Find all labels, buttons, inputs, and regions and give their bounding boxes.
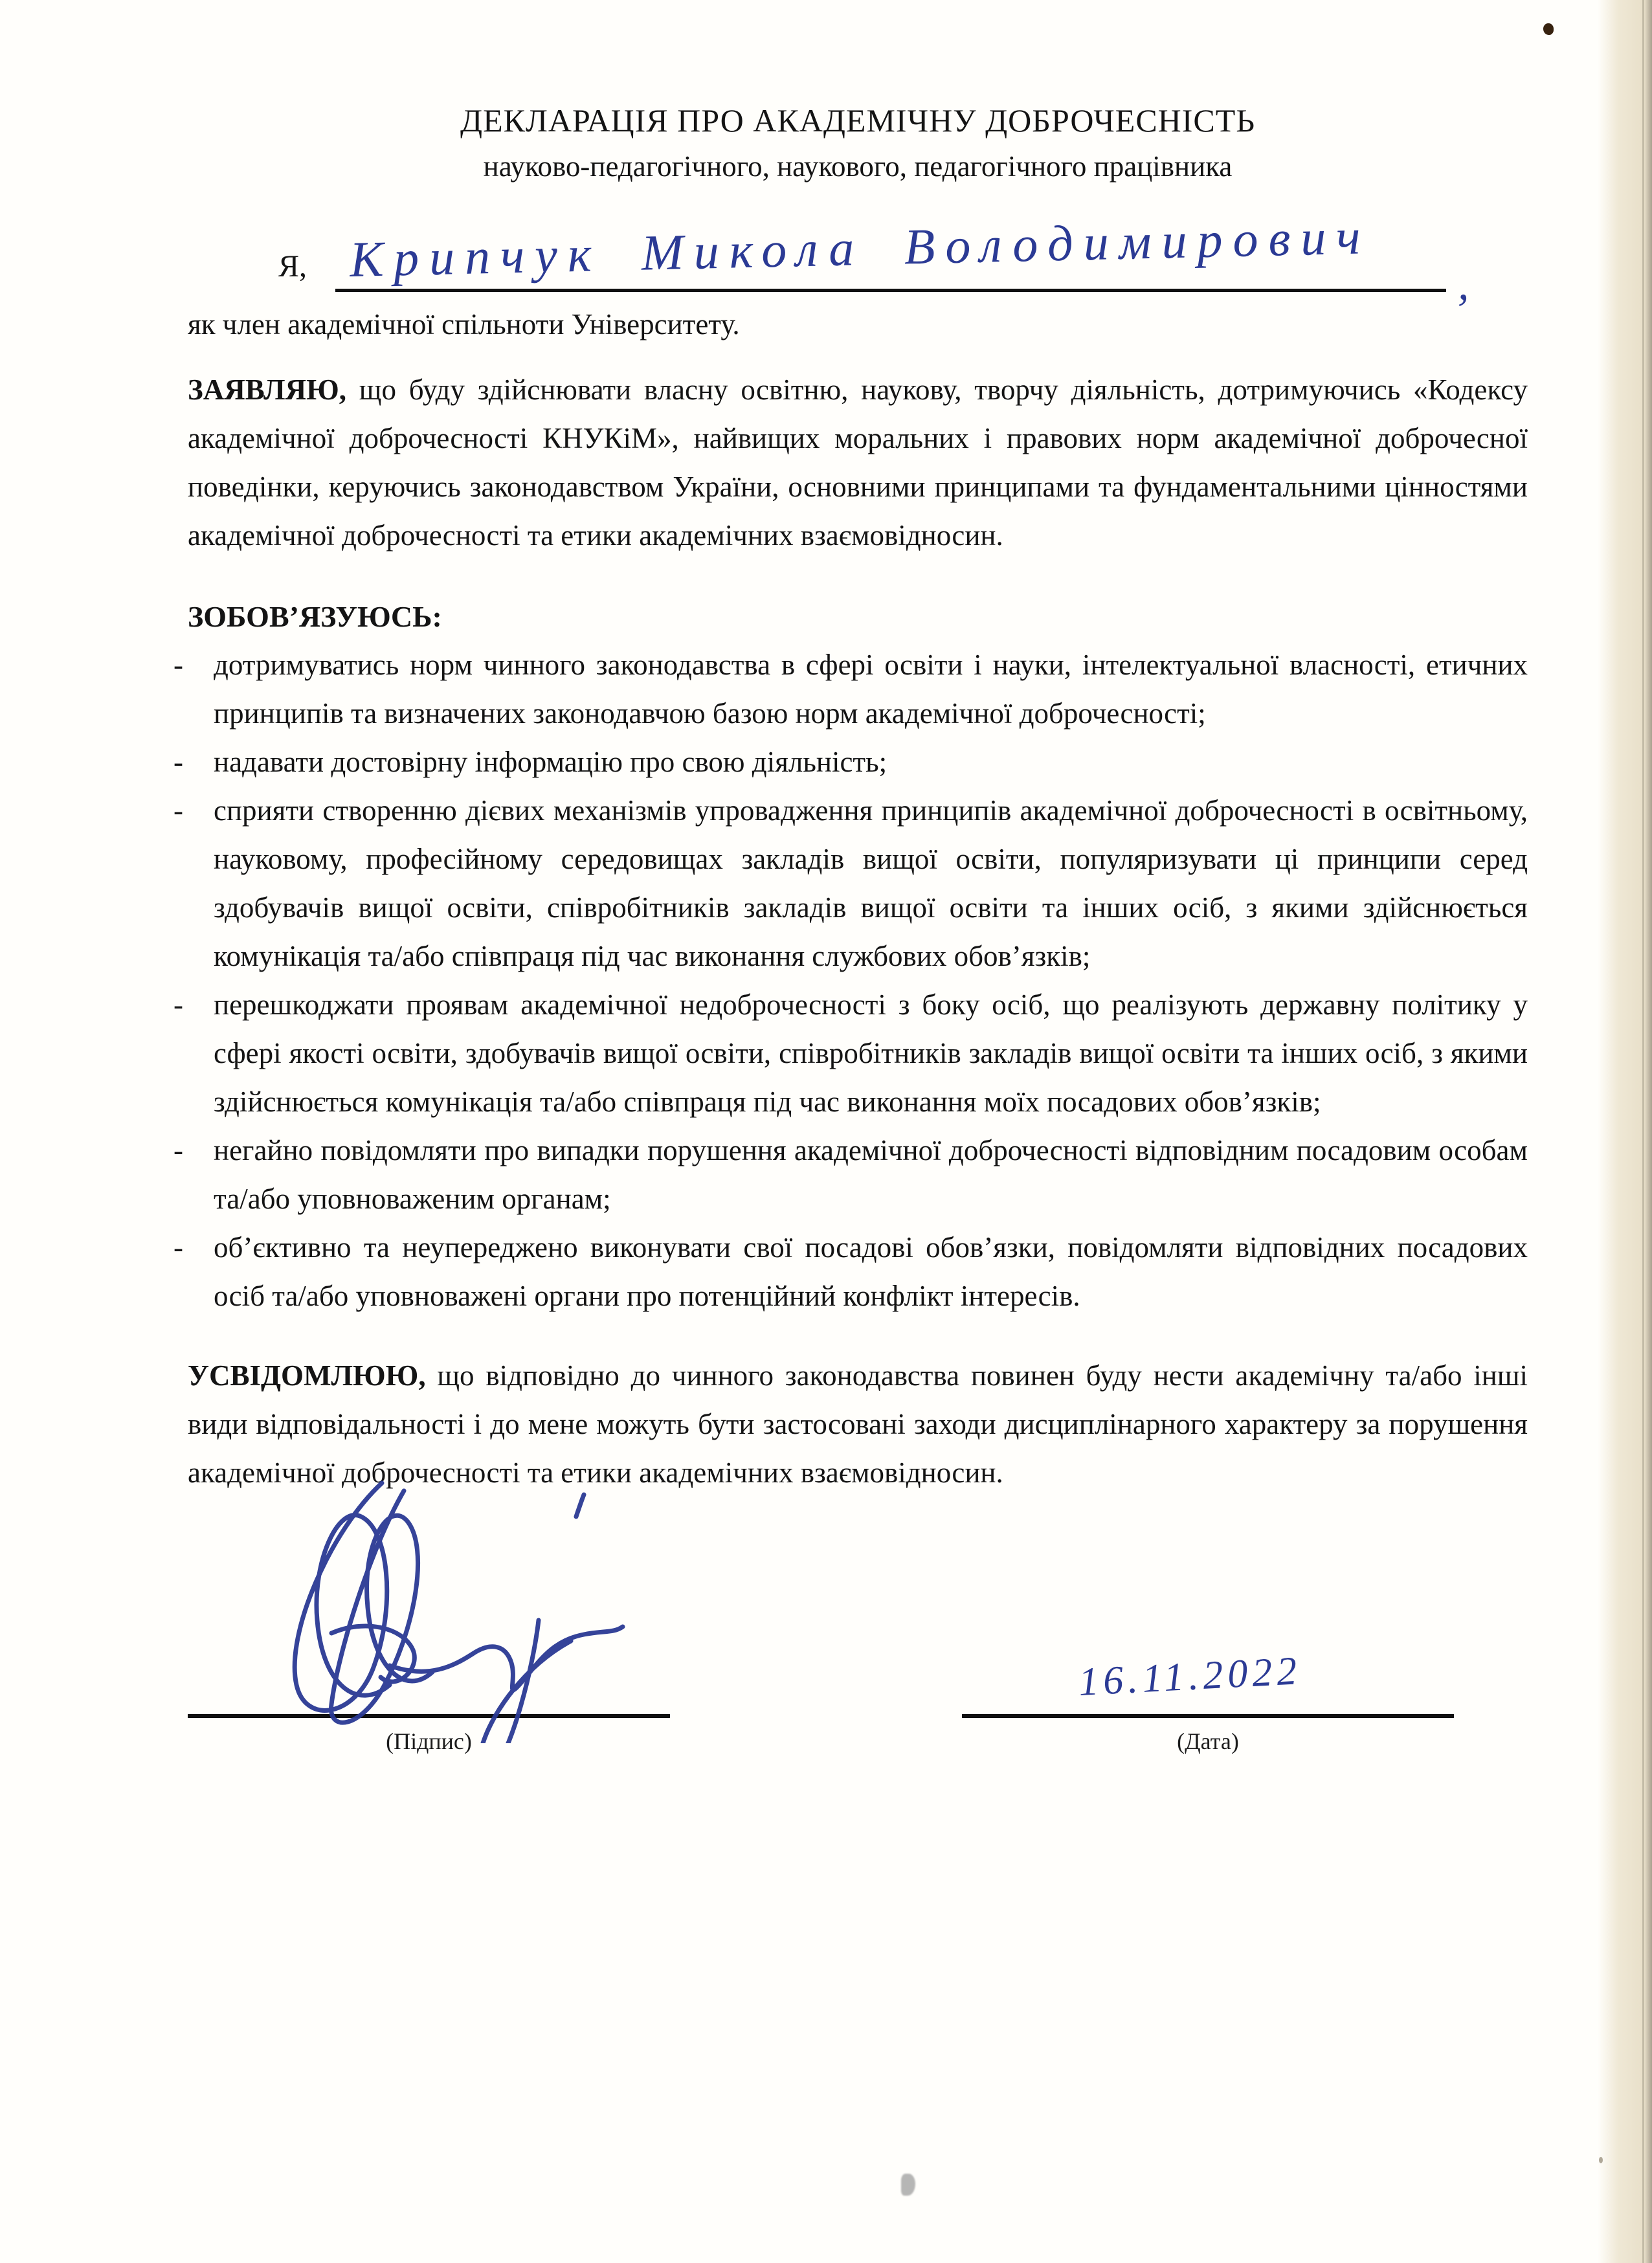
handwritten-comma: , [1458,260,1469,309]
scan-smudge [901,2174,915,2196]
signature-underline [188,1714,670,1718]
scan-speck [1543,23,1554,35]
pronoun-label: Я, [278,249,307,284]
list-item: - сприяти створенню дієвих механізмів упровадження принципів академічної доброчесності в освітньому, науковому, професійному середовищах закладів вищої освіти, популяризувати ці принципи серед здобувачів вищої освіти, співробітників закладів вищої освіти та інших осіб, з якими здійснюється комунікація та/або співпраця під час виконання службових обов’язків; [173,786,1528,981]
declare-lead: ЗАЯВЛЯЮ, [188,373,346,406]
handwritten-signature [234,1471,687,1743]
acknowledge-text: що відповідно до чинного законодавства повинен буду нести академічну та/або інші види відповідальності і до мене можуть бути застосовані заходи дисциплінарного характеру за порушення академічної доброчесності та етики академічних взаємовідносин. [188,1359,1528,1489]
date-caption: (Дата) [1177,1728,1239,1754]
scan-page-edge-line [1642,0,1644,2263]
list-item: - негайно повідомляти про випадки порушення академічної доброчесності відповідним посадовим особам та/або уповноваженим органам; [173,1126,1528,1223]
date-underline [962,1714,1454,1718]
document-title: ДЕКЛАРАЦІЯ ПРО АКАДЕМІЧНУ ДОБРОЧЕСНІСТЬ [460,102,1256,139]
list-item: - дотримуватись норм чинного законодавства в сфері освіти і науки, інтелектуальної власності, етичних принципів та визначених законодавчою базою норм академічної доброчесності; [173,641,1528,738]
handwritten-date: 16.11.2022 [1077,1649,1302,1704]
obligations-list [173,641,1528,1321]
acknowledge-paragraph [188,1352,1528,1497]
handwritten-full-name: Крипчук Микола Володимирович [349,208,1372,287]
declare-text: що буду здійснювати власну освітню, наукову, творчу діяльність, дотримуючись «Кодексу академічної доброчесності КНУКіМ», найвищих моральних і правових норм академічної доброчесної поведінки, керуючись законодавством України, основними принципами та фундаментальними цінностями академічної доброчесності та етики академічних взаємовідносин. [188,373,1528,552]
scan-speck [1599,2157,1603,2163]
name-underline [335,289,1446,292]
document-subtitle: науково-педагогічного, наукового, педагогічного працівника [483,150,1233,183]
signature-block [188,1601,670,1759]
signature-date-row [188,1601,1528,1873]
membership-line: як член академічної спільноти Університету. [188,308,740,340]
acknowledge-lead: УСВІДОМЛЮЮ, [188,1359,426,1392]
list-item: - надавати достовірну інформацію про свою діяльність; [173,738,1528,786]
list-item: - перешкоджати проявам академічної недоброчесності з боку осіб, що реалізують державну політику у сфері якості освіти, здобувачів вищої освіти, співробітників закладів вищої освіти та інших осіб, з якими здійснюється комунікація та/або співпраця під час виконання моїх посадових обов’язків; [173,981,1528,1126]
document-content [188,97,1528,1873]
signature-caption: (Підпис) [386,1728,472,1754]
obligations-heading: ЗОБОВ’ЯЗУЮСЬ: [188,600,442,633]
declare-paragraph [188,366,1528,560]
date-block [962,1601,1454,1759]
name-field-row [188,208,1528,309]
list-item: - об’єктивно та неупереджено виконувати свої посадові обов’язки, повідомляти відповідних посадових осіб та/або уповноважені органи про потенційний конфлікт інтересів. [173,1223,1528,1321]
